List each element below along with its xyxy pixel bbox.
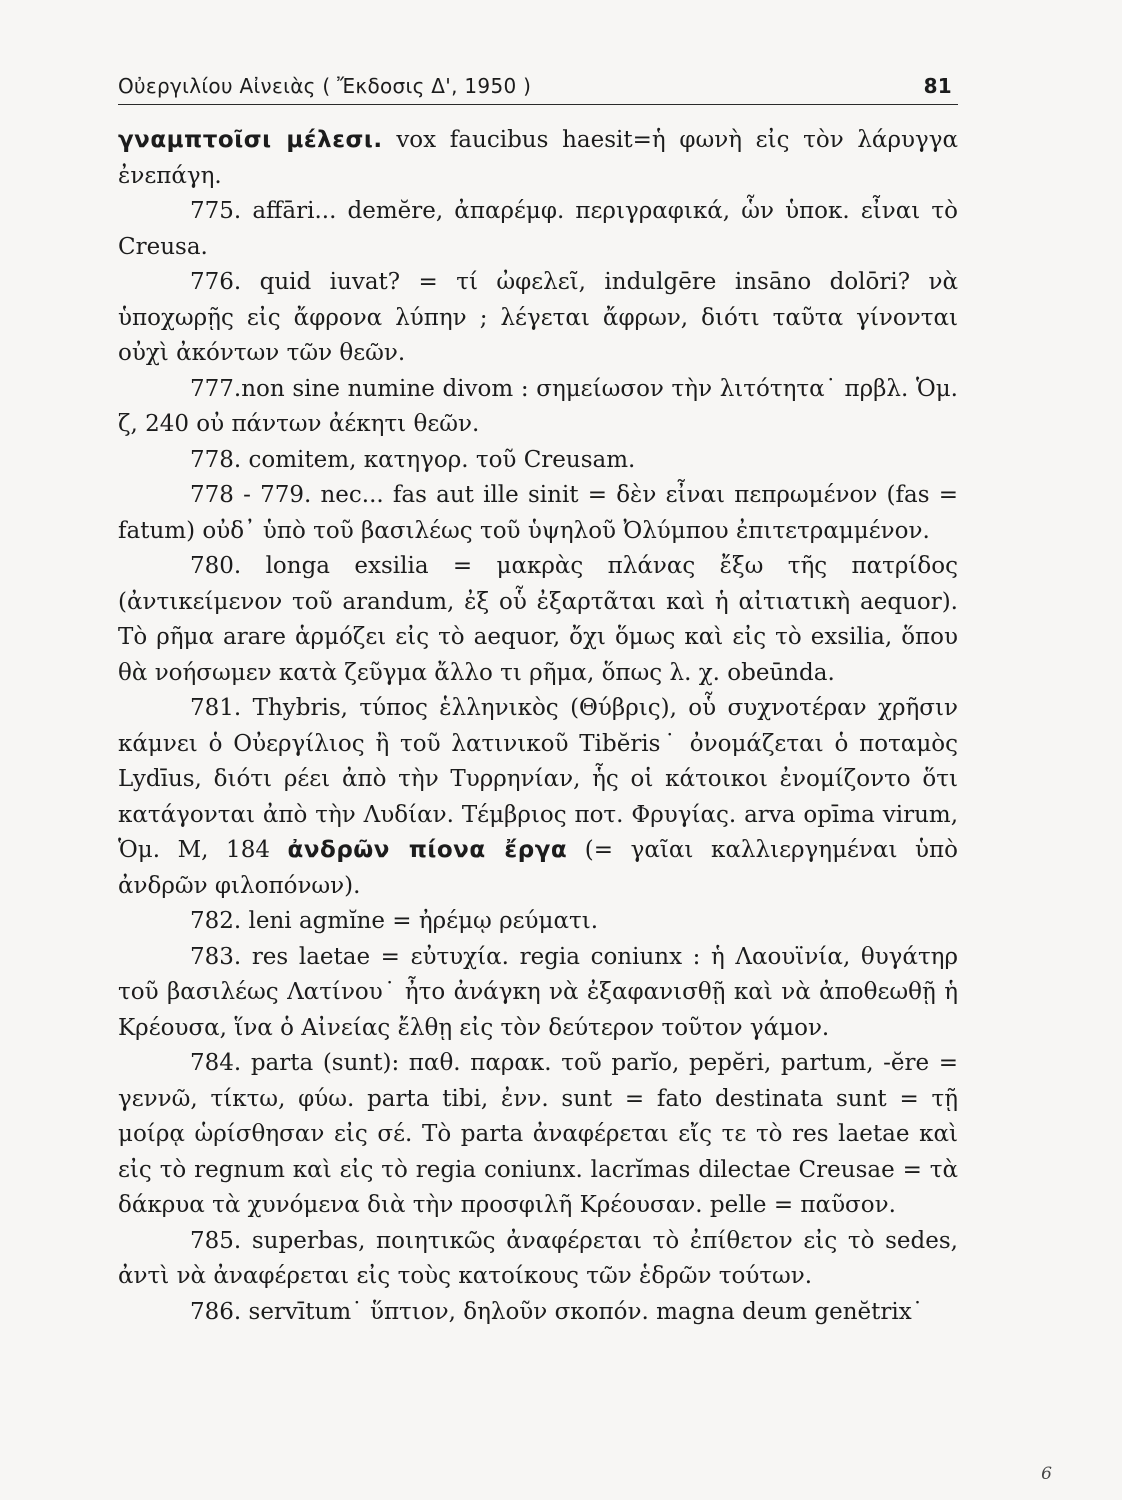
paragraph-776: 776. quid iuvat? = τί ὠφελεῖ, indulgēre insāno dolōri? νὰ ὑποχωρῇς εἰς ἄφρονα λύπην ; λέγεται ἄφρων, διότι ταῦτα γίνονται οὐχὶ ἀκόντων τῶν θεῶν. [118, 269, 958, 366]
quote-bold: ἀνδρῶν πίονα ἔργα [287, 837, 568, 863]
paragraph-text: 781. Thybris, τύπος ἑλληνικὸς (Θύβρις), οὗ συχνοτέραν χρῆσιν κάμνει ὁ Οὐεργίλιος ἢ τοῦ λατινικοῦ Tibĕris˙ ὀνομάζεται ὁ ποταμὸς Lydīus, διότι ρέει ἀπὸ τὴν Τυρρηνίαν, ἧς οἱ κάτοικοι ἐνομίζοντο ὅτι κατάγονται ἀπὸ τὴν Λυδίαν. Τέμβριος ποτ. Φρυγίας. arva opīma virum, Ὁμ. Μ, 184 [118, 695, 958, 863]
paragraph-784: 784. parta (sunt): παθ. παρακ. τοῦ parĭo, pepĕri, partum, -ĕre = γεννῶ, τίκτω, φύω. parta tibi, ἐνν. sunt = fato destinata sunt = τῇ μοίρᾳ ὡρίσθησαν εἰς σέ. Τὸ parta ἀναφέρεται εἴς τε τὸ res laetae καὶ εἰς τὸ regnum καὶ εἰς τὸ regia coniunx. lacrĭmas dilectae Creusae = τὰ δάκρυα τὰ χυνόμενα διὰ τὴν προσφιλῆ Κρέουσαν. pelle = παῦσον. [118, 1050, 958, 1218]
running-header [118, 74, 958, 105]
paragraph-775: 775. affāri... demĕre, ἀπαρέμφ. περιγραφικά, ὧν ὑποκ. εἶναι τὸ Creusa. [118, 198, 958, 260]
paragraph-intro [118, 123, 958, 194]
commentary-body [118, 123, 958, 1330]
paragraph-781 [118, 691, 958, 904]
paragraph-text: (= γαῖαι καλλιεργημέναι ὑπὸ ἀνδρῶν φιλοπόνων). [118, 837, 958, 899]
paragraph-777: 777.non sine numine divom : σημείωσον τὴν λιτότητα˙ πρβλ. Ὁμ. ζ, 240 οὐ πάντων ἀέκητι θεῶν. [118, 375, 958, 437]
paragraph-text: vox faucibus haesit=ἡ φωνὴ εἰς τὸν λάρυγγα ἐνεπάγη. [118, 127, 958, 189]
paragraph-778-779: 778 - 779. nec... fas aut ille sinit = δὲν εἶναι πεπρωμένον (fas = fatum) οὐδ᾽ ὑπὸ τοῦ βασιλέως τοῦ ὑψηλοῦ Ὀλύμπου ἐπιτετραμμένον. [118, 482, 958, 544]
signature-mark: 6 [1041, 1464, 1052, 1484]
paragraph-786: 786. servītum˙ ὕπτιον, δηλοῦν σκοπόν. magna deum genĕtrix˙ [190, 1298, 924, 1325]
paragraph-783: 783. res laetae = εὐτυχία. regia coniunx : ἡ Λαουϊνία, θυγάτηρ τοῦ βασιλέως Λατίνου˙ ἦτο ἀνάγκη νὰ ἐξαφανισθῇ καὶ νὰ ἀποθεωθῇ ἡ Κρέουσα, ἵνα ὁ Αἰνείας ἔλθῃ εἰς τὸν δεύτερον τοῦτον γάμον. [118, 943, 958, 1041]
paragraph-778: 778. comitem, κατηγορ. τοῦ Creusam. [190, 446, 636, 473]
paragraph-780: 780. longa exsilia = μακρὰς πλάνας ἔξω τῆς πατρίδος (ἀντικείμενον τοῦ arandum, ἐξ οὗ ἐξαρτᾶται καὶ ἡ αἰτιατικὴ aequor). Τὸ ρῆμα arare ἁρμόζει εἰς τὸ aequor, ὄχι ὅμως καὶ εἰς τὸ exsilia, ὅπου θὰ νοήσωμεν κατὰ ζεῦγμα ἄλλο τι ρῆμα, ὅπως λ. χ. obeūnda. [118, 553, 958, 686]
paragraph-785: 785. superbas, ποιητικῶς ἀναφέρεται τὸ ἐπίθετον εἰς τὸ sedes, ἀντὶ νὰ ἀναφέρεται εἰς τοὺς κατοίκους τῶν ἑδρῶν τούτων. [118, 1227, 958, 1289]
page [118, 74, 958, 1474]
page-number: 81 [923, 74, 952, 98]
paragraph-782: 782. leni agmĭne = ἠρέμῳ ρεύματι. [190, 908, 599, 934]
lemma-bold: γναμπτοῖσι μέλεσι. [118, 127, 383, 153]
header-title: Οὐεργιλίου Αἰνειὰς ( Ἔκδοσις Δ', 1950 ) [118, 74, 532, 98]
